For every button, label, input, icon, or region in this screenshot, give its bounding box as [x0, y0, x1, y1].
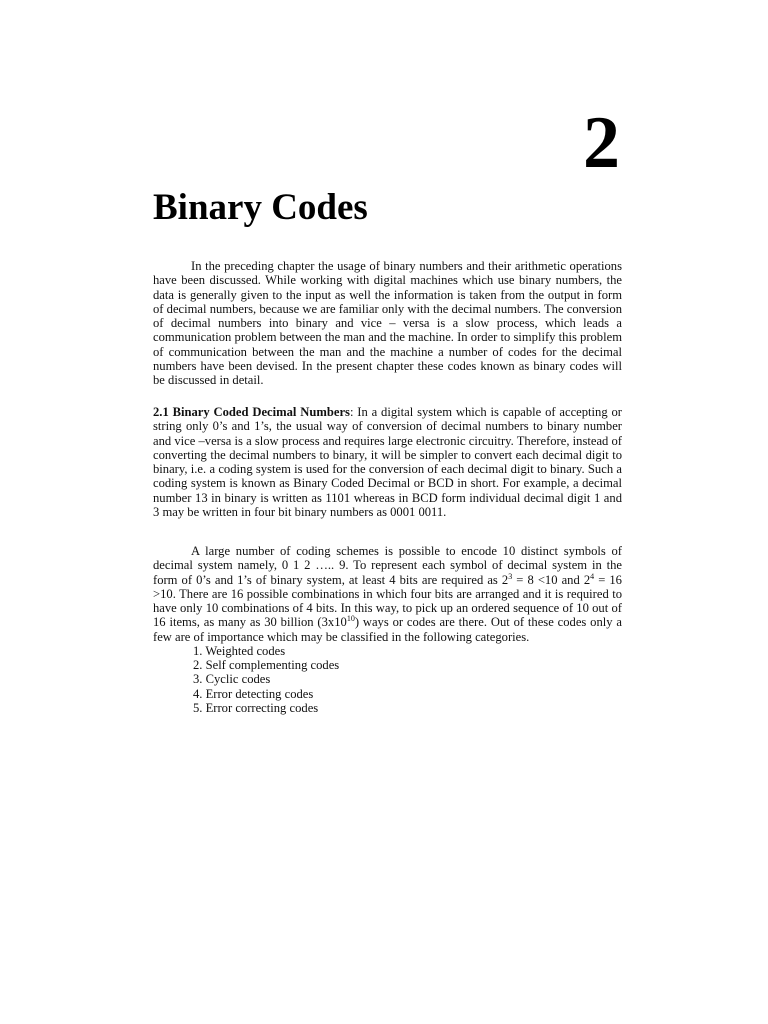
list-item: 4. Error detecting codes [193, 686, 314, 701]
list-item: 2. Self complementing codes [193, 658, 340, 673]
bcd-paragraph [153, 405, 622, 519]
list-item: 5. Error correcting codes [193, 700, 319, 715]
coding-schemes-paragraph [153, 544, 622, 644]
schemes-text-part-4: ) ways or codes are there. Out of these codes only a few are of importance which may be classified in the following categories. [153, 615, 623, 644]
schemes-text-part-2: = 8 <10 and 2 [512, 572, 591, 587]
chapter-number: 2 [583, 102, 620, 184]
list-item: 3. Cyclic codes [193, 672, 271, 687]
schemes-text-part-3: = 16 >10. There are 16 possible combinations in which four bits are arranged and it is required to have only 10 combinations of 4 bits. In this way, to pick up an ordered sequence of 10 out of 16 items, as many as 30 billion (3x10 [153, 572, 622, 630]
list-item: 1. Weighted codes [193, 644, 286, 658]
intro-paragraph: In the preceding chapter the usage of binary numbers and their arithmetic operations have been discussed. While working with digital machines which use binary numbers, the data is generally given to the input as well the information is taken from the output in form of decimal numbers, because we are familiar only with the decimal numbers. The conversion of decimal numbers into binary and vice – versa is a slow process, which leads a communication problem between the man and the machine. In order to simplify this problem of communication between the man and the machine a number of codes for the decimal numbers have been devised. In the present chapter these codes known as binary codes will be discussed in detail. [153, 259, 622, 388]
code-categories-list [193, 644, 339, 715]
exponent-10: 10 [346, 614, 355, 624]
exponent-3: 3 [508, 571, 513, 581]
exponent-4: 4 [590, 571, 595, 581]
schemes-text-part-1: A large number of coding schemes is possible to encode 10 distinct symbols of decimal system namely, 0 1 2 ….. 9. To represent each symbol of decimal system in the form of 0’s and 1’s of binary system, at least 4 bits are required as 2 [153, 544, 622, 587]
bcd-paragraph-text: : In a digital system which is capable of accepting or string only 0’s and 1’s, the usual way of conversion of decimal numbers to binary number and vice –versa is a slow process and requires large electronic circuitry. Therefore, instead of converting the decimal numbers to binary, it will be simpler to convert each decimal digit to binary, i.e. a coding system is used for the conversion of each decimal digit to binary. Such a coding system is known as Binary Coded Decimal or BCD in short. For example, a decimal number 13 in binary is written as 1101 whereas in BCD form individual decimal digit 1 and 3 may be written in four bit binary numbers as 0001 0011. [153, 405, 622, 520]
chapter-title: Binary Codes [153, 187, 368, 228]
section-heading-2-1: 2.1 Binary Coded Decimal Numbers [153, 405, 350, 419]
